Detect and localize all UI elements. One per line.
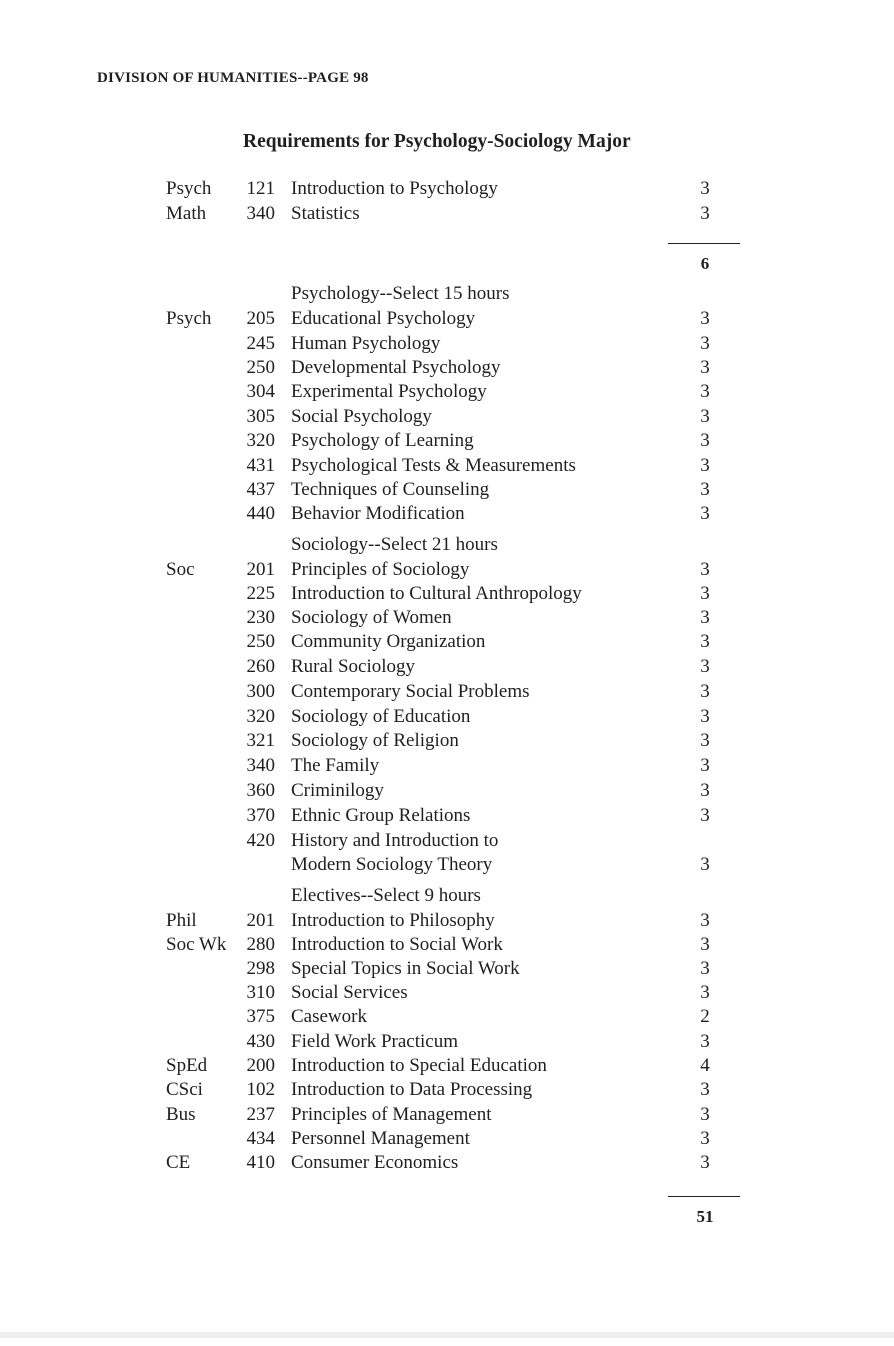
course-row xyxy=(0,655,894,679)
course-title: Introduction to Cultural Anthropology xyxy=(291,583,582,604)
course-row xyxy=(0,680,894,704)
course-title: Behavior Modification xyxy=(291,503,465,524)
course-title: Special Topics in Social Work xyxy=(291,958,520,979)
course-title: Introduction to Social Work xyxy=(291,934,503,955)
course-hours: 3 xyxy=(700,406,710,427)
course-number: 340 xyxy=(246,203,275,224)
course-number: 320 xyxy=(246,706,275,727)
course-row xyxy=(0,754,894,778)
course-hours: 3 xyxy=(700,430,710,451)
course-row xyxy=(0,454,894,478)
course-row xyxy=(0,933,894,957)
course-number: 431 xyxy=(246,455,275,476)
course-hours: 3 xyxy=(700,656,710,677)
course-number: 250 xyxy=(246,631,275,652)
course-title: Introduction to Psychology xyxy=(291,178,498,199)
course-hours: 3 xyxy=(700,910,710,931)
course-title: Statistics xyxy=(291,203,360,224)
course-hours: 2 xyxy=(700,1006,710,1027)
course-title: Social Psychology xyxy=(291,406,432,427)
subtotal-rule xyxy=(668,243,740,244)
course-row xyxy=(0,804,894,828)
course-title: Social Services xyxy=(291,982,408,1003)
course-number: 225 xyxy=(246,583,275,604)
course-row xyxy=(0,502,894,526)
course-title: Psychology of Learning xyxy=(291,430,474,451)
grand-total-rule xyxy=(668,1196,740,1197)
course-number: 440 xyxy=(246,503,275,524)
course-hours: 3 xyxy=(700,631,710,652)
course-number: 200 xyxy=(246,1055,275,1076)
course-dept: CE xyxy=(166,1152,191,1173)
page-header: DIVISION OF HUMANITIES--PAGE 98 xyxy=(97,70,369,86)
course-row xyxy=(0,853,894,877)
course-hours: 3 xyxy=(700,1031,710,1052)
course-hours: 3 xyxy=(700,730,710,751)
course-number: 305 xyxy=(246,406,275,427)
course-row xyxy=(0,981,894,1005)
course-row xyxy=(0,1103,894,1127)
course-hours: 3 xyxy=(700,607,710,628)
course-row xyxy=(0,1054,894,1078)
course-row xyxy=(0,332,894,356)
course-title: Experimental Psychology xyxy=(291,381,487,402)
course-number: 304 xyxy=(246,381,275,402)
course-number: 410 xyxy=(246,1152,275,1173)
course-row xyxy=(0,429,894,453)
section-heading xyxy=(0,282,894,306)
course-hours: 3 xyxy=(700,780,710,801)
course-hours: 3 xyxy=(700,583,710,604)
course-title: Modern Sociology Theory xyxy=(291,854,493,875)
course-row xyxy=(0,829,894,853)
course-number: 102 xyxy=(246,1079,275,1100)
course-number: 298 xyxy=(246,958,275,979)
course-number: 260 xyxy=(246,656,275,677)
course-hours: 3 xyxy=(700,706,710,727)
course-title: Ethnic Group Relations xyxy=(291,805,471,826)
course-number: 250 xyxy=(246,357,275,378)
course-row xyxy=(0,558,894,582)
section-heading xyxy=(0,533,894,557)
course-row xyxy=(0,380,894,404)
course-hours: 3 xyxy=(700,333,710,354)
course-row xyxy=(0,630,894,654)
page-title: Requirements for Psychology-Sociology Major xyxy=(243,131,631,152)
course-row xyxy=(0,1151,894,1175)
course-number: 437 xyxy=(246,479,275,500)
course-dept: Bus xyxy=(166,1104,196,1125)
course-hours: 3 xyxy=(700,381,710,402)
electives-heading: Electives--Select 9 hours xyxy=(291,885,481,906)
course-number: 375 xyxy=(246,1006,275,1027)
course-row xyxy=(0,957,894,981)
course-hours: 4 xyxy=(700,1055,710,1076)
course-hours: 3 xyxy=(700,1128,710,1149)
course-title: Principles of Management xyxy=(291,1104,492,1125)
course-row xyxy=(0,729,894,753)
sociology-heading: Sociology--Select 21 hours xyxy=(291,534,498,555)
course-hours: 3 xyxy=(700,982,710,1003)
course-row xyxy=(0,307,894,331)
course-hours: 3 xyxy=(700,559,710,580)
course-title: Criminilogy xyxy=(291,780,384,801)
course-number: 340 xyxy=(246,755,275,776)
course-title: Contemporary Social Problems xyxy=(291,681,530,702)
course-row xyxy=(0,582,894,606)
course-number: 434 xyxy=(246,1128,275,1149)
scan-edge xyxy=(0,1332,894,1338)
course-number: 360 xyxy=(246,780,275,801)
course-title: Techniques of Counseling xyxy=(291,479,490,500)
course-number: 280 xyxy=(246,934,275,955)
course-title: Field Work Practicum xyxy=(291,1031,458,1052)
course-number: 321 xyxy=(246,730,275,751)
course-number: 430 xyxy=(246,1031,275,1052)
course-row xyxy=(0,356,894,380)
course-hours: 3 xyxy=(700,203,710,224)
course-row xyxy=(0,1005,894,1029)
course-hours: 3 xyxy=(700,178,710,199)
course-row xyxy=(0,405,894,429)
course-row xyxy=(0,1078,894,1102)
psychology-heading: Psychology--Select 15 hours xyxy=(291,283,510,304)
course-dept: Math xyxy=(166,203,207,224)
course-hours: 3 xyxy=(700,1152,710,1173)
course-hours: 3 xyxy=(700,479,710,500)
course-row xyxy=(0,909,894,933)
course-dept: Psych xyxy=(166,308,212,329)
course-title: Introduction to Data Processing xyxy=(291,1079,533,1100)
course-hours: 3 xyxy=(700,1104,710,1125)
grand-total: 51 xyxy=(696,1207,714,1226)
course-number: 310 xyxy=(246,982,275,1003)
course-hours: 3 xyxy=(700,854,710,875)
course-title: Introduction to Special Education xyxy=(291,1055,547,1076)
course-number: 300 xyxy=(246,681,275,702)
course-dept: Psych xyxy=(166,178,212,199)
course-title: Community Organization xyxy=(291,631,486,652)
course-hours: 3 xyxy=(700,805,710,826)
course-number: 237 xyxy=(246,1104,275,1125)
course-row xyxy=(0,606,894,630)
course-hours: 3 xyxy=(700,934,710,955)
course-number: 201 xyxy=(246,910,275,931)
course-hours: 3 xyxy=(700,308,710,329)
course-row xyxy=(0,202,894,226)
course-row xyxy=(0,1030,894,1054)
course-dept: Soc xyxy=(166,559,195,580)
course-row xyxy=(0,478,894,502)
course-title: Personnel Management xyxy=(291,1128,470,1149)
course-dept: Phil xyxy=(166,910,197,931)
course-title: History and Introduction to xyxy=(291,830,499,851)
course-hours: 3 xyxy=(700,755,710,776)
course-title: Casework xyxy=(291,1006,367,1027)
course-hours: 3 xyxy=(700,455,710,476)
course-title: Principles of Sociology xyxy=(291,559,470,580)
course-hours: 3 xyxy=(700,1079,710,1100)
required-total: 6 xyxy=(700,254,710,273)
course-title: Psychological Tests & Measurements xyxy=(291,455,576,476)
course-number: 121 xyxy=(246,178,275,199)
course-title: Developmental Psychology xyxy=(291,357,501,378)
course-number: 320 xyxy=(246,430,275,451)
course-dept: Soc Wk xyxy=(166,934,227,955)
course-hours: 3 xyxy=(700,681,710,702)
course-row xyxy=(0,705,894,729)
course-hours: 3 xyxy=(700,958,710,979)
course-row xyxy=(0,177,894,201)
course-title: Sociology of Women xyxy=(291,607,452,628)
course-title: Rural Sociology xyxy=(291,656,416,677)
course-title: Educational Psychology xyxy=(291,308,476,329)
course-hours: 3 xyxy=(700,503,710,524)
course-title: Human Psychology xyxy=(291,333,441,354)
course-number: 201 xyxy=(246,559,275,580)
course-number: 370 xyxy=(246,805,275,826)
course-title: Sociology of Education xyxy=(291,706,471,727)
section-heading xyxy=(0,884,894,908)
course-dept: CSci xyxy=(166,1079,203,1100)
course-number: 205 xyxy=(246,308,275,329)
course-row xyxy=(0,1127,894,1151)
course-title: The Family xyxy=(291,755,380,776)
course-number: 245 xyxy=(246,333,275,354)
course-number: 230 xyxy=(246,607,275,628)
course-number: 420 xyxy=(246,830,275,851)
course-title: Sociology of Religion xyxy=(291,730,459,751)
course-title: Consumer Economics xyxy=(291,1152,459,1173)
course-row xyxy=(0,779,894,803)
course-title: Introduction to Philosophy xyxy=(291,910,495,931)
course-dept: SpEd xyxy=(166,1055,208,1076)
course-hours: 3 xyxy=(700,357,710,378)
